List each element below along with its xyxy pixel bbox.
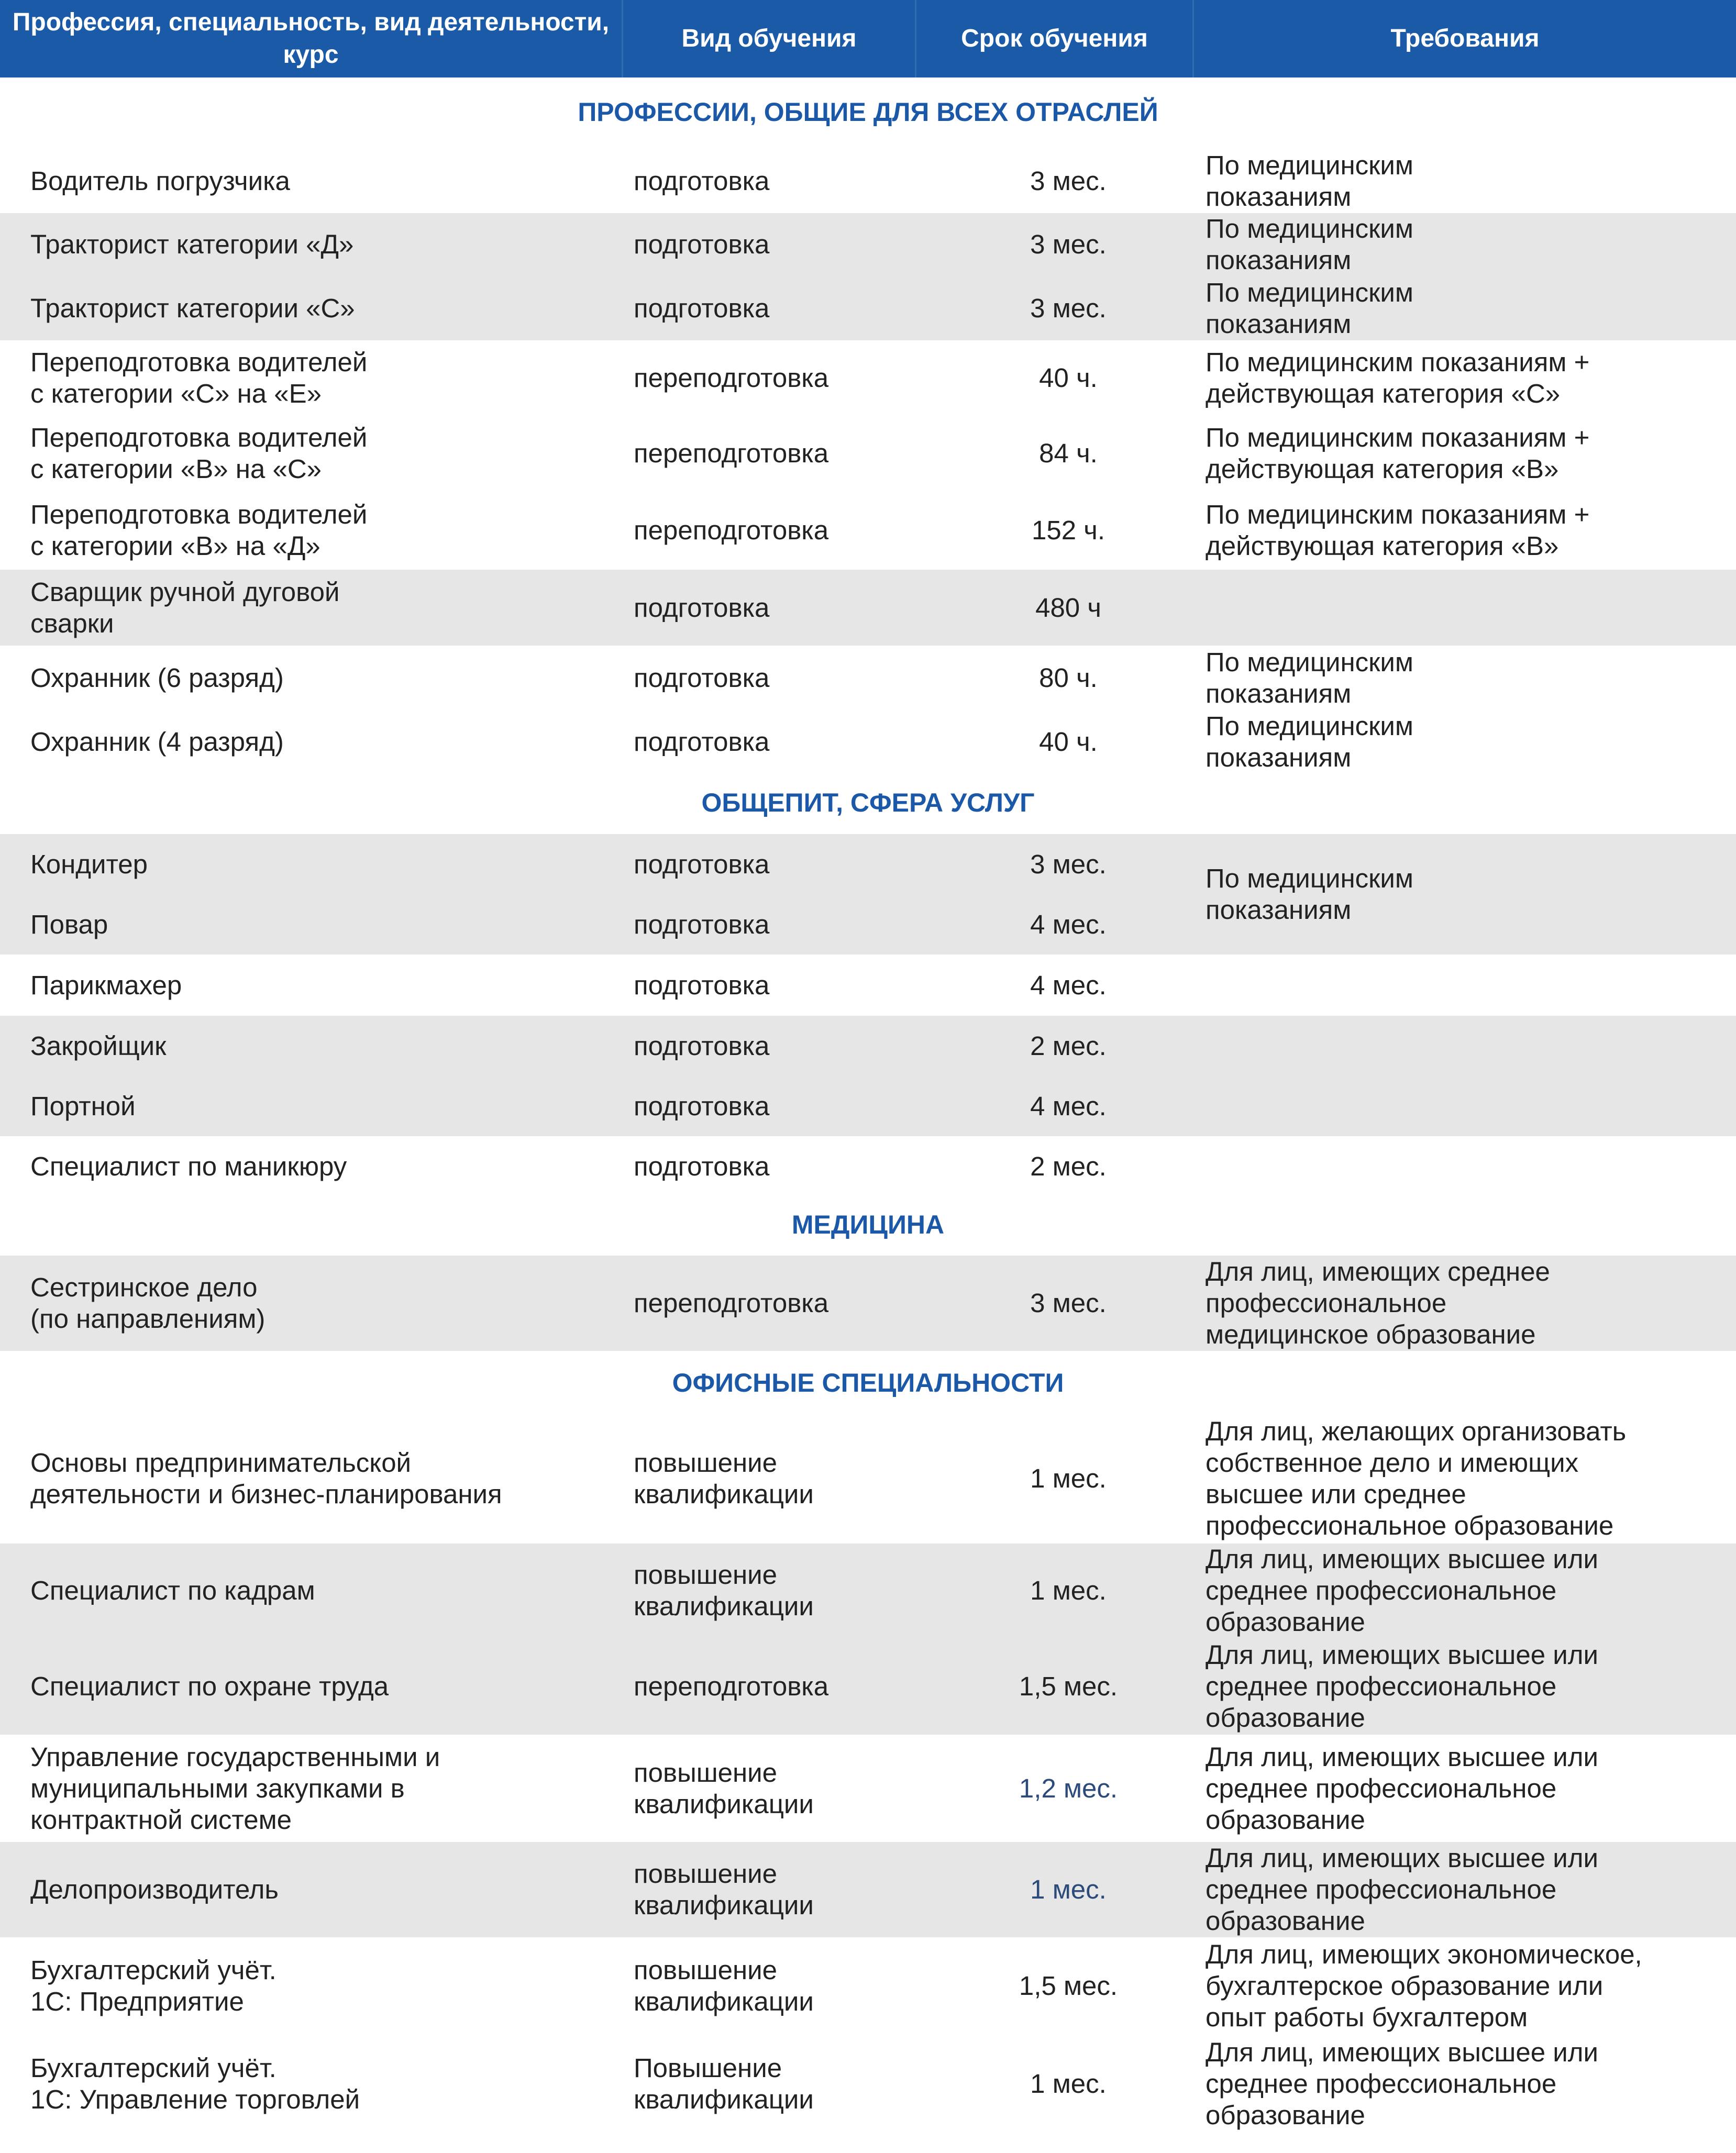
row-profession: Закройщик (30, 1030, 167, 1061)
section-title-general: ПРОФЕССИИ, ОБЩИЕ ДЛЯ ВСЕХ ОТРАСЛЕЙ (578, 97, 1158, 127)
table-row (0, 149, 1736, 213)
row-type: подготовка (634, 166, 770, 196)
row-type: переподготовка (634, 515, 829, 545)
row-requirements: По медицинским показаниям + действующая категория «В» (1206, 500, 1590, 561)
table-row (0, 570, 1736, 646)
table-row (0, 1016, 1736, 1076)
header-profession: Профессия, специальность, вид деятельности, курс (0, 0, 623, 77)
row-requirements: Для лиц, имеющих высшее или среднее профессиональное образование (1206, 2037, 1598, 2130)
row-type: подготовка (634, 849, 770, 879)
row-profession: Переподготовка водителей с категории «В» на «С» (30, 422, 368, 484)
row-profession: Специалист по кадрам (30, 1575, 315, 1605)
row-profession: Охранник (4 разряд) (30, 727, 284, 757)
row-profession: Повар (30, 909, 108, 939)
row-term: 1 мес. (1030, 1463, 1107, 1493)
row-type: подготовка (634, 909, 770, 939)
row-requirements: Для лиц, имеющих среднее профессиональное медицинское образование (1206, 1257, 1550, 1349)
row-profession: Тракторист категории «Д» (30, 229, 354, 259)
row-term: 1 мес. (1030, 2069, 1107, 2099)
row-profession: Сварщик ручной дуговой сварки (30, 576, 340, 638)
row-term: 3 мес. (1030, 166, 1107, 196)
row-type: переподготовка (634, 1671, 829, 1701)
row-requirements: По медицинским показаниям (1206, 711, 1413, 772)
row-profession: Кондитер (30, 849, 148, 879)
row-type: повышение квалификации (634, 1560, 814, 1621)
section-title-office: ОФИСНЫЕ СПЕЦИАЛЬНОСТИ (672, 1368, 1064, 1397)
table-row (0, 646, 1736, 710)
row-profession: Парикмахер (30, 970, 182, 1000)
row-type: подготовка (634, 1030, 770, 1061)
table-row (0, 1544, 1736, 1638)
row-profession: Переподготовка водителей с категории «С» на «Е» (30, 347, 368, 408)
table-header (0, 0, 1736, 77)
table-row (0, 1735, 1736, 1842)
row-requirements: Для лиц, имеющих экономическое, бухгалтерское образование или опыт работы бухгалтером (1206, 1939, 1642, 2032)
table-row (0, 415, 1736, 491)
row-requirements: Для лиц, имеющих высшее или среднее профессиональное образование (1206, 1639, 1598, 1733)
row-type: повышение квалификации (634, 1859, 814, 1920)
table-row (0, 710, 1736, 774)
row-profession: Сестринское дело (по направлениям) (30, 1272, 266, 1334)
row-term: 1,5 мес. (1019, 1970, 1118, 2001)
table-row (0, 1136, 1736, 1196)
row-requirements: По медицинским показаниям (1206, 150, 1413, 212)
table-row (0, 276, 1736, 340)
row-requirements: Для лиц, имеющих высшее или среднее профессиональное образование (1206, 1843, 1598, 1936)
table-row (0, 1842, 1736, 1937)
row-profession: Делопроизводитель (30, 1874, 279, 1904)
table-row (0, 1937, 1736, 2034)
header-requirements: Требования (1390, 25, 1540, 52)
row-term: 1,2 мес. (1019, 1773, 1118, 1803)
row-type: подготовка (634, 1091, 770, 1121)
row-type: подготовка (634, 662, 770, 693)
row-type: переподготовка (634, 362, 829, 393)
row-type: подготовка (634, 293, 770, 323)
row-term: 40 ч. (1039, 727, 1098, 757)
row-requirements: По медицинским показаниям (1206, 214, 1413, 275)
table-row (0, 1414, 1736, 1544)
row-term: 40 ч. (1039, 362, 1098, 393)
row-term: 480 ч (1035, 592, 1101, 623)
row-profession: Управление государственными и муниципальными закупками в контрактной системе (30, 1741, 440, 1835)
table-row (0, 340, 1736, 415)
row-term: 2 мес. (1030, 1030, 1107, 1061)
row-profession: Основы предпринимательской деятельности и бизнес-планирования (30, 1448, 502, 1509)
row-type: переподготовка (634, 1288, 829, 1318)
row-term: 3 мес. (1030, 1288, 1107, 1318)
row-type: подготовка (634, 592, 770, 623)
row-type: Повышение квалификации (634, 2053, 814, 2114)
row-requirements: Для лиц, имеющих высшее или среднее профессиональное образование (1206, 1544, 1598, 1637)
table-row (0, 213, 1736, 276)
table-row (0, 491, 1736, 570)
row-term: 1 мес. (1030, 1575, 1107, 1605)
row-profession: Специалист по охране труда (30, 1671, 389, 1701)
row-requirements: По медицинским показаниям + действующая категория «С» (1206, 347, 1590, 408)
row-type: повышение квалификации (634, 1757, 814, 1819)
row-type: повышение квалификации (634, 1448, 814, 1509)
row-type: подготовка (634, 970, 770, 1000)
row-profession: Портной (30, 1091, 136, 1121)
row-term: 3 мес. (1030, 293, 1107, 323)
row-profession: Переподготовка водителей с категории «В» на «Д» (30, 500, 368, 561)
row-term: 4 мес. (1030, 1091, 1107, 1121)
header-training-term: Срок обучения (916, 0, 1194, 77)
section-title-catering: ОБЩЕПИТ, СФЕРА УСЛУГ (701, 788, 1035, 817)
row-type: подготовка (634, 1151, 770, 1181)
row-requirements: По медицинским показаниям + действующая категория «В» (1206, 422, 1590, 484)
row-term: 2 мес. (1030, 1151, 1107, 1181)
row-term: 4 мес. (1030, 909, 1107, 939)
row-term: 80 ч. (1039, 662, 1098, 693)
row-type: повышение квалификации (634, 1955, 814, 2016)
row-profession: Охранник (6 разряд) (30, 662, 284, 693)
table-row (0, 1256, 1736, 1351)
table-row (0, 1638, 1736, 1735)
row-requirements (1206, 570, 1724, 646)
row-term: 1,5 мес. (1019, 1671, 1118, 1701)
merged-requirements: По медицинским показаниям (1206, 863, 1413, 925)
row-type: подготовка (634, 229, 770, 259)
table-row (0, 955, 1736, 1016)
row-profession: Бухгалтерский учёт. 1С: Управление торговлей (30, 2053, 360, 2114)
row-term: 84 ч. (1039, 438, 1098, 468)
row-requirements: По медицинским показаниям (1206, 647, 1413, 708)
row-type: подготовка (634, 727, 770, 757)
table-row (0, 2034, 1736, 2134)
row-term: 3 мес. (1030, 229, 1107, 259)
row-profession: Бухгалтерский учёт. 1С: Предприятие (30, 1955, 277, 2016)
row-term: 4 мес. (1030, 970, 1107, 1000)
row-requirements: По медицинским показаниям (1206, 277, 1413, 339)
section-title-medicine: МЕДИЦИНА (791, 1210, 945, 1239)
row-profession: Водитель погрузчика (30, 166, 290, 196)
table-row (0, 1076, 1736, 1136)
row-type: переподготовка (634, 438, 829, 468)
row-requirements: Для лиц, желающих организовать собственное дело и имеющих высшее или среднее профессиональное образование (1206, 1416, 1627, 1540)
row-term: 152 ч. (1031, 515, 1105, 545)
header-training-type: Вид обучения (623, 0, 916, 77)
row-requirements: Для лиц, имеющих высшее или среднее профессиональное образование (1206, 1741, 1598, 1835)
row-term: 1 мес. (1030, 1874, 1107, 1904)
row-profession: Специалист по маникюру (30, 1151, 347, 1181)
row-profession: Тракторист категории «С» (30, 293, 355, 323)
row-term: 3 мес. (1030, 849, 1107, 879)
